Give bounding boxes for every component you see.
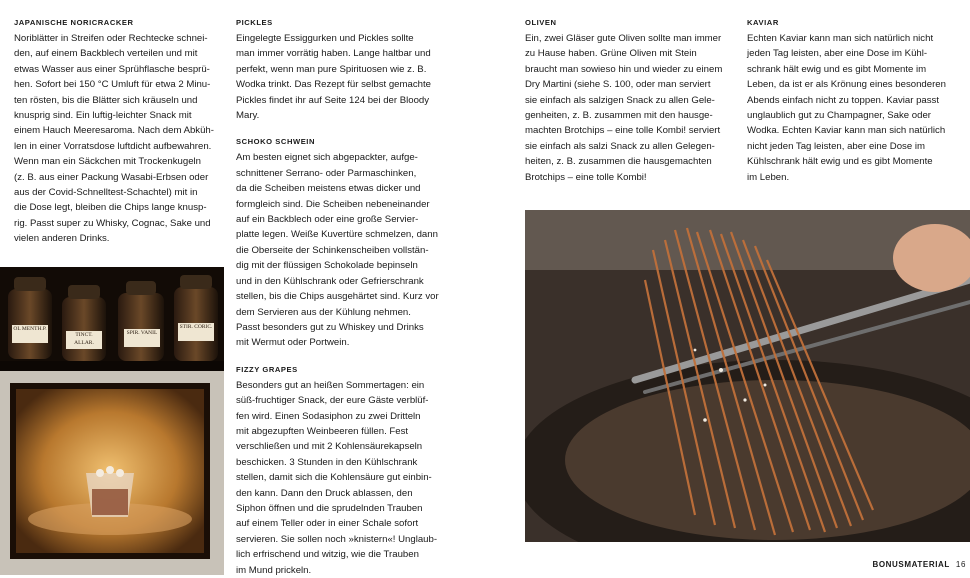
- text-section: [525, 17, 740, 185]
- body-line: dig mit der flüssigen Schokolade bepinseln: [236, 260, 418, 272]
- body-line: beschicken. 3 Stunden in den Kühlschrank: [236, 456, 418, 468]
- body-line: stellen, bis die Chips ausgehärtet sind. Kurz vor: [236, 291, 439, 303]
- body-line: mit abgezupften Weinbeeren füllen. Fest: [236, 425, 409, 437]
- fried-strands-illustration: [525, 210, 970, 542]
- body-line: platte legen. Weiße Kuvertüre schmelzen, dann: [236, 229, 438, 241]
- body-line: zu Hause haben. Grüne Oliven mit Stein: [525, 48, 697, 60]
- body-line: Passt besonders gut zu Whiskey und Drinks: [236, 321, 424, 333]
- body-line: nicht jeden Tag leisten, aber eine Dose im: [747, 140, 925, 152]
- body-line: sie einfach als salzigen Snack zu allen Gele-: [525, 94, 715, 106]
- body-line: Am besten eignet sich abgepackter, aufge-: [236, 152, 418, 164]
- body-line: Echten Kaviar kann man sich natürlich nicht: [747, 33, 934, 44]
- fried-strands-tongs-photo: [525, 210, 970, 542]
- body-line: Mary.: [236, 110, 260, 122]
- body-line: Dry Martini (siehe S. 100, oder man serviert: [525, 79, 711, 91]
- body-line: auf ein Backblech oder eine große Servier-: [236, 214, 419, 226]
- body-line: formgleich sind. Die Scheiben nebeneinander: [236, 198, 430, 210]
- body-line: Pickles findet ihr auf Seite 124 bei der Bloody: [236, 94, 430, 106]
- body-line: die Oberseite der Schinkenscheiben vollstän-: [236, 244, 429, 256]
- jar-label: SPIR. VANIL: [124, 329, 160, 347]
- body-line: etwas Wasser aus einer Sprühflasche besprü-: [14, 63, 210, 75]
- body-line: dem Servieren aus der Kühlung nehmen.: [236, 306, 411, 318]
- section-heading: JAPANISCHE NORICRACKER: [14, 18, 134, 27]
- text-section: [236, 17, 451, 123]
- body-line: im Leben.: [747, 171, 790, 183]
- body-line: fen wird. Einen Sodasiphon zu zwei Dritteln: [236, 410, 421, 422]
- page-footer: [872, 560, 966, 569]
- body-line: lich erfrischend und witzig, wie die Trauben: [236, 549, 419, 561]
- body-line: heiten, z. B. zusammen die hausgemachten: [525, 156, 712, 168]
- body-line: im Mund prickeln.: [236, 564, 312, 576]
- body-line: knusprig sind. Ein luftig-leichter Snack mit: [14, 110, 192, 122]
- body-line: Abends einfach nicht zu toppen. Kaviar passt: [747, 94, 939, 106]
- section-heading: SCHOKO SCHWEIN: [236, 137, 315, 147]
- body-line: servieren. Sie sollen noch »knistern«! Unglaub-: [236, 533, 438, 545]
- section-body: [236, 31, 451, 123]
- body-line: Eingelegte Essiggurken und Pickles sollte: [236, 33, 414, 44]
- section-body: [236, 150, 451, 350]
- body-line: rig. Passt super zu Whisky, Cognac, Sake und: [14, 217, 211, 229]
- section-body: [747, 31, 962, 185]
- apothecary-microwave-photo: [0, 267, 224, 575]
- section-body: [236, 378, 451, 578]
- body-line: schrank hält ewig und es gibt Momente im: [747, 63, 927, 75]
- body-line: unglaublich gut zu Champagner, Sake oder: [747, 110, 932, 122]
- jar-label: TINCT. ALLAR.: [66, 331, 102, 349]
- page-number: 16: [955, 560, 966, 569]
- body-line: Noriblätter in Streifen oder Rechtecke schnei-: [14, 33, 208, 44]
- body-line: den, auf einem Backblech verteilen und mit: [14, 48, 198, 60]
- body-line: Besonders gut an heißen Sommertagen: ein: [236, 379, 425, 391]
- body-line: sie einfach als salzi Snack zu allen Gelegen-: [525, 140, 715, 152]
- body-line: vielen anderen Drinks.: [14, 233, 110, 245]
- body-line: (z. B. aus einer Packung Wasabi-Erbsen oder: [14, 171, 209, 183]
- body-line: den kann. Dann den Druck ablassen, den: [236, 487, 413, 499]
- body-line: jeden Tag leisten, aber eine Dose im Kühl-: [747, 48, 928, 60]
- section-label: BONUSMATERIAL: [872, 560, 950, 569]
- apothecary-microwave-illustration: [0, 267, 224, 575]
- body-line: da die Scheiben meistens etwas dicker und: [236, 183, 421, 195]
- section-heading: OLIVEN: [525, 18, 557, 27]
- section-heading: FIZZY GRAPES: [236, 364, 298, 374]
- section-body: [525, 31, 740, 185]
- body-line: und in den Kühlschrank oder Gefrierschrank: [236, 275, 424, 287]
- body-line: hen. Sofort bei 150 °C Umluft für etwa 2 Minu-: [14, 79, 211, 91]
- body-line: verschließen und mit 2 Kohlensäurekapseln: [236, 441, 423, 453]
- body-line: Ein, zwei Gläser gute Oliven sollte man immer: [525, 33, 722, 44]
- jar-label: STIR. CORIC.: [178, 323, 214, 341]
- text-section: [14, 17, 224, 247]
- text-section: [236, 136, 451, 350]
- section-heading: KAVIAR: [747, 18, 779, 27]
- body-line: Kühlschrank hält ewig und es gibt Momente: [747, 156, 933, 168]
- body-line: aus der Covid-Schnelltest-Schachtel) mit in: [14, 187, 198, 199]
- body-line: machten Brotchips – eine tolle Kombi! serviert: [525, 125, 721, 137]
- body-line: Wodka trinkt. Das Rezept für selbst gemachte: [236, 79, 431, 91]
- body-line: Brotchips – eine tolle Kombi!: [525, 171, 647, 183]
- body-line: mit Wermut oder Portwein.: [236, 337, 350, 349]
- column-4: [747, 17, 962, 185]
- body-line: ten rösten, bis die Blätter sich kräuseln und: [14, 94, 198, 106]
- body-line: einem Hauch Meeresaroma. Nach dem Abküh-: [14, 125, 214, 137]
- body-line: len in einer Vorratsdose luftdicht aufbewahren.: [14, 140, 212, 152]
- body-line: perfekt, wenn man pure Spirituosen wie z. B.: [236, 63, 427, 75]
- body-line: schnittener Serrano- oder Parmaschinken,: [236, 167, 417, 179]
- body-line: genheiten, z. B. zusammen mit den hausge-: [525, 110, 713, 122]
- text-section: [747, 17, 962, 185]
- jar-label: OL MENTH.P.: [12, 325, 48, 343]
- column-1: [14, 17, 224, 247]
- column-3: [525, 17, 740, 185]
- text-section: [236, 364, 451, 578]
- body-line: auf einem Teller oder in einer Schale sofort: [236, 518, 419, 530]
- body-line: Wodka. Echten Kaviar kann man sich natürlich: [747, 125, 946, 137]
- body-line: braucht man sowieso hin und wieder zu einem: [525, 63, 723, 75]
- section-heading: PICKLES: [236, 18, 273, 27]
- column-2: [236, 17, 451, 578]
- section-body: [14, 31, 224, 247]
- body-line: man immer vorrätig haben. Lange haltbar und: [236, 48, 431, 60]
- body-line: Leben, da ist er als Krönung eines besonderen: [747, 79, 946, 91]
- body-line: Siphon öffnen und die sprudelnden Trauben: [236, 502, 423, 514]
- body-line: stellen, damit sich die Kohlensäure gut einbin-: [236, 472, 432, 484]
- body-line: süß-fruchtiger Snack, der eure Gäste verblüf-: [236, 395, 429, 407]
- body-line: Wenn man ein Säckchen mit Trockenkugeln: [14, 156, 201, 168]
- body-line: die Dose legt, bleiben die Chips lange knusp-: [14, 202, 207, 214]
